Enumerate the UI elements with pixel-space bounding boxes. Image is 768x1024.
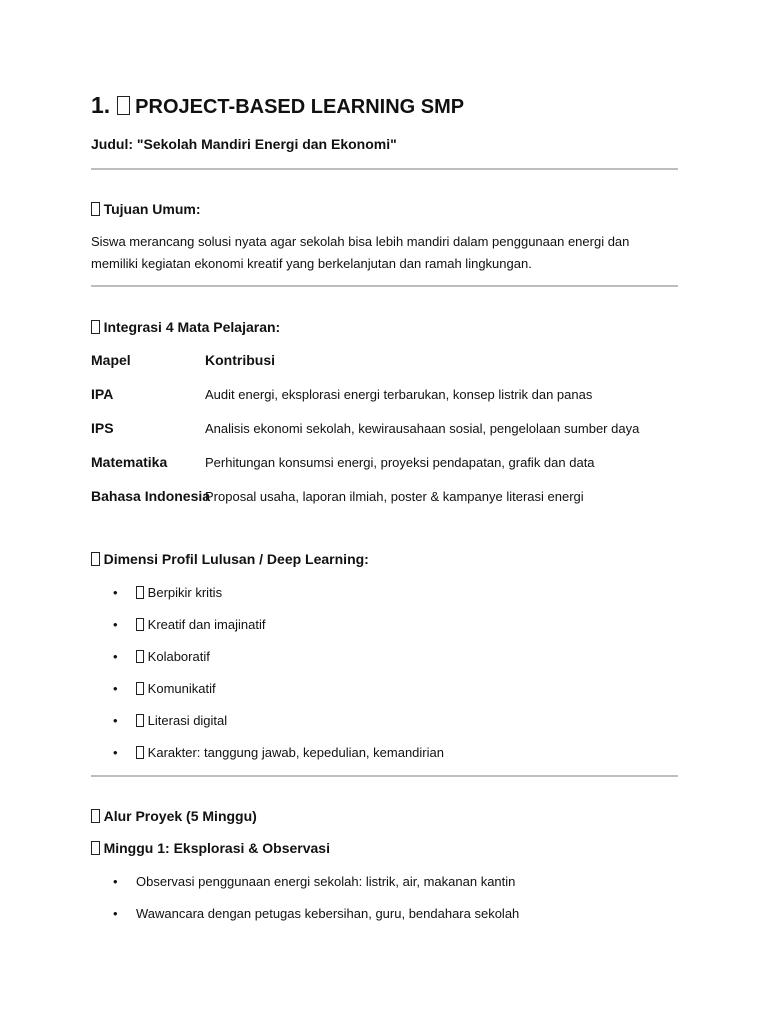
missing-glyph-icon xyxy=(91,202,100,215)
list-item-text: Kolaboratif xyxy=(147,649,210,664)
section-title-integrasi xyxy=(91,319,280,335)
subsection-title-minggu-1 xyxy=(91,840,330,856)
missing-glyph-icon xyxy=(136,746,144,758)
list-item xyxy=(91,585,678,617)
bullet-icon: • xyxy=(113,745,118,760)
table-cell-mapel: Bahasa Indonesia xyxy=(91,488,211,504)
column-header-mapel: Mapel xyxy=(91,352,131,368)
list-item-text: Karakter: tanggung jawab, kepedulian, kemandirian xyxy=(147,745,444,760)
table-cell-kontribusi: Proposal usaha, laporan ilmiah, poster & kampanye literasi energi xyxy=(205,489,584,504)
table-cell-mapel: IPS xyxy=(91,420,114,436)
section-title-text: Dimensi Profil Lulusan / Deep Learning: xyxy=(103,551,369,567)
list-item-text: Literasi digital xyxy=(147,713,228,728)
table-cell-kontribusi: Analisis ekonomi sekolah, kewirausahaan sosial, pengelolaan sumber daya xyxy=(205,421,640,436)
list-item xyxy=(91,617,678,649)
missing-glyph-icon xyxy=(91,809,100,822)
missing-glyph-icon xyxy=(91,552,100,565)
missing-glyph-icon xyxy=(136,618,144,630)
list-item xyxy=(91,713,678,745)
minggu-1-list xyxy=(91,874,678,938)
divider xyxy=(91,168,678,170)
bullet-icon: • xyxy=(113,649,118,664)
missing-glyph-icon xyxy=(91,841,100,854)
list-item-text: Berpikir kritis xyxy=(147,585,223,600)
missing-glyph-icon xyxy=(136,714,144,726)
table-cell-kontribusi: Audit energi, eksplorasi energi terbarukan, konsep listrik dan panas xyxy=(205,387,593,402)
section-title-text: Tujuan Umum: xyxy=(103,201,201,217)
heading-number: 1. xyxy=(91,92,111,118)
list-item-text: Wawancara dengan petugas kebersihan, guru, bendahara sekolah xyxy=(136,906,520,921)
tujuan-paragraph: Siswa merancang solusi nyata agar sekolah bisa lebih mandiri dalam penggunaan energi dan memiliki kegiatan ekonomi kreatif yang berkelanjutan dan ramah lingkungan. xyxy=(91,234,630,271)
list-item xyxy=(91,745,678,777)
list-item xyxy=(91,874,678,906)
bullet-icon: • xyxy=(113,906,118,921)
bullet-icon: • xyxy=(113,617,118,632)
bullet-icon: • xyxy=(113,585,118,600)
divider xyxy=(91,285,678,287)
list-item-text: Komunikatif xyxy=(147,681,216,696)
missing-glyph-icon xyxy=(91,320,100,333)
table-cell-mapel: IPA xyxy=(91,386,114,402)
column-header-kontribusi: Kontribusi xyxy=(205,352,275,368)
bullet-icon: • xyxy=(113,874,118,889)
list-item xyxy=(91,681,678,713)
page-title xyxy=(91,92,464,119)
section-title-text: Integrasi 4 Mata Pelajaran: xyxy=(103,319,281,335)
missing-glyph-icon xyxy=(136,682,144,694)
dimensi-list xyxy=(91,585,678,777)
table-cell-mapel: Matematika xyxy=(91,454,168,470)
bullet-icon: • xyxy=(113,713,118,728)
missing-glyph-icon xyxy=(136,586,144,598)
list-item-text: Kreatif dan imajinatif xyxy=(147,617,266,632)
section-title-tujuan xyxy=(91,201,201,217)
document-subtitle: Judul: "Sekolah Mandiri Energi dan Ekonomi" xyxy=(91,136,397,152)
missing-glyph-icon xyxy=(117,96,129,115)
section-title-dimensi xyxy=(91,551,369,567)
section-title-text: Alur Proyek (5 Minggu) xyxy=(103,808,257,824)
list-item xyxy=(91,649,678,681)
divider xyxy=(91,775,678,777)
list-item-text: Observasi penggunaan energi sekolah: listrik, air, makanan kantin xyxy=(136,874,516,889)
section-title-alur xyxy=(91,808,257,824)
heading-title: PROJECT-BASED LEARNING SMP xyxy=(135,96,465,118)
missing-glyph-icon xyxy=(136,650,144,662)
table-cell-kontribusi: Perhitungan konsumsi energi, proyeksi pendapatan, grafik dan data xyxy=(205,455,595,470)
list-item xyxy=(91,906,678,938)
bullet-icon: • xyxy=(113,681,118,696)
section-title-text: Minggu 1: Eksplorasi & Observasi xyxy=(103,840,330,856)
